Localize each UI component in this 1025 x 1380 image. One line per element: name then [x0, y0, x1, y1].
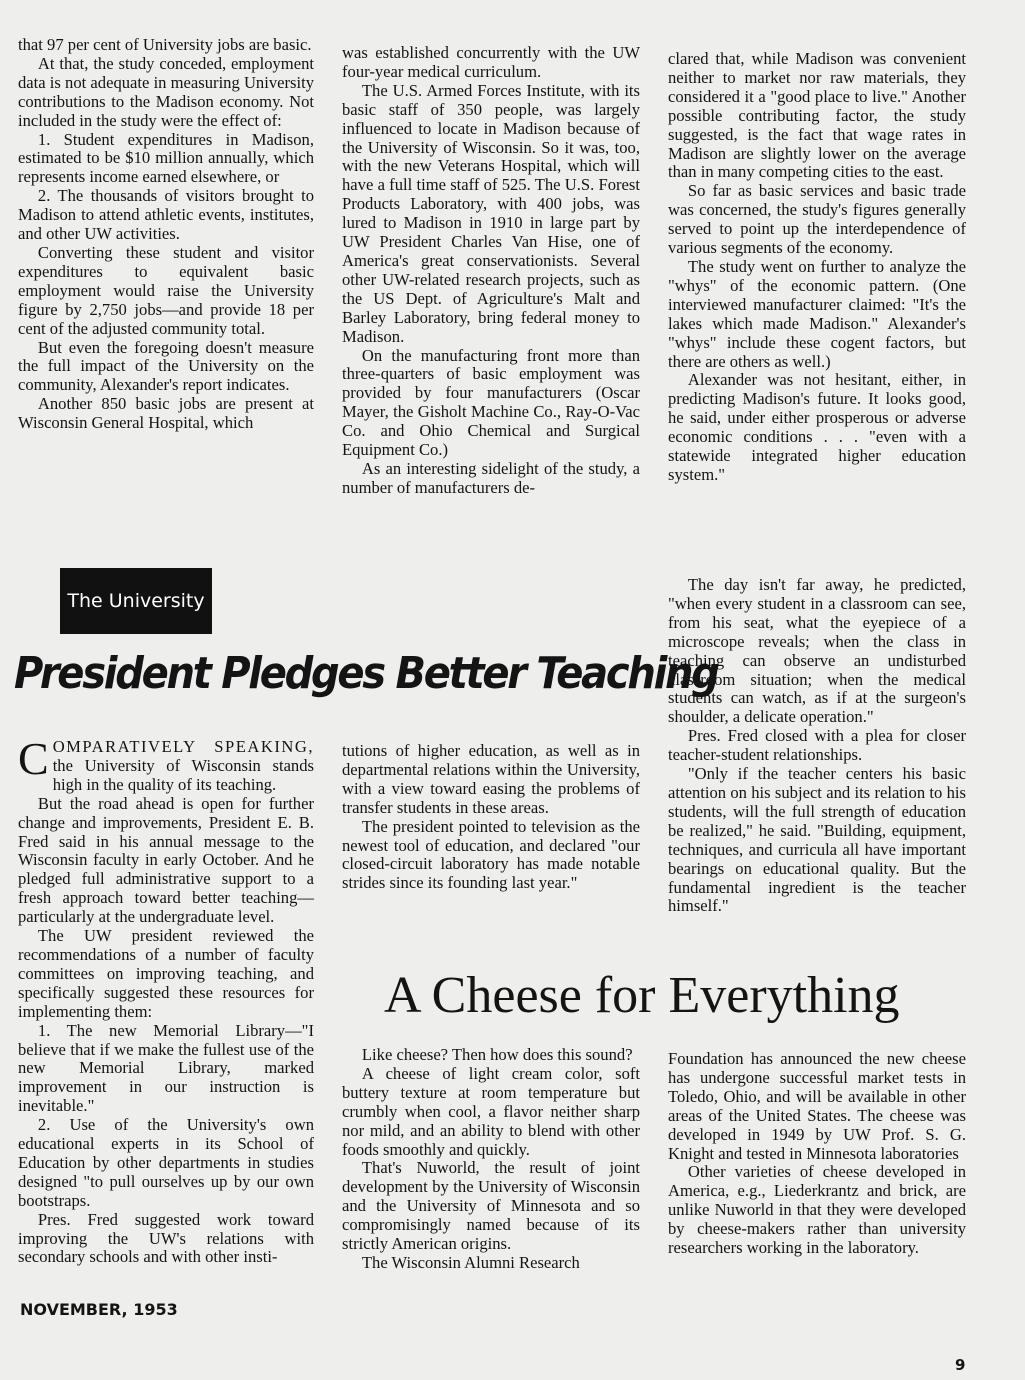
lead-text: the University of Wisconsin stands high in the quality of its teaching.: [52, 755, 314, 794]
paragraph: tutions of higher education, as well as in departmental relations within the University, with a view toward easing the problems of transfer students in these areas.: [342, 741, 640, 817]
paragraph: that 97 per cent of University jobs are basic.: [18, 35, 312, 54]
paragraph: Like cheese? Then how does this sound?: [361, 1045, 633, 1064]
paragraph: The Wisconsin Alumni Research: [361, 1252, 580, 1272]
paragraph: Converting these student and visitor expenditures to equivalent basic employment would raise the University figure by 2,750 jobs—and provide 18 per cent of the adjusted community total.: [18, 242, 314, 338]
lead-paragraph: [18, 733, 314, 795]
teaching-article-col1: [18, 733, 314, 1267]
paragraph: "Only if the teacher centers his basic attention on his subject and its relation to his students, will the full strength of education be realized," he said. "Building, equipment, techniques, and curricula all have important bearings on educational quality. But the fundamental ingredient is the teacher himself.": [668, 764, 966, 916]
top-article-col1: [18, 36, 314, 433]
paragraph: That's Nuworld, the result of joint development by the University of Wisconsin and the University of Minnesota and so compromisingly named because of its strictly American origins.: [342, 1158, 640, 1254]
paragraph: So far as basic services and basic trade was concerned, the study's figures generally served to point up the interdependence of various segments of the economy.: [668, 181, 966, 258]
teaching-article-col3: [668, 576, 966, 916]
paragraph: Another 850 basic jobs are present at Wisconsin General Hospital, which: [18, 394, 314, 433]
cheese-headline: A Cheese for Everything: [384, 967, 900, 1024]
paragraph: Alexander was not hesitant, either, in predicting Madison's future. It looks good, he said, under either prosperous or adverse economic conditions . . . "even with a statewide integrated higher education system.": [668, 370, 966, 484]
paragraph: 1. The new Memorial Library—"I believe that if we make the fullest use of the new Memorial Library, marked improvement in our instruction is inevitable.": [18, 1020, 314, 1116]
page-number: 9: [955, 1356, 966, 1374]
paragraph: Foundation has announced the new cheese has undergone successful market tests in Toledo, Ohio, and will be available in other areas of the United States. The cheese was developed in 1949 by UW Prof. S. G. Knight and tested in Minnesota laboratories: [668, 1049, 966, 1163]
drop-cap: C: [18, 733, 49, 784]
paragraph: 1. Student expenditures in Madison, estimated to be $10 million annually, which represents income earned elsewhere, or: [18, 129, 314, 187]
paragraph: was established concurrently with the UW four-year medical curriculum.: [342, 43, 640, 81]
paragraph: The U.S. Armed Forces Institute, with its basic staff of 350 people, was largely influenced to locate in Madison because of the University of Wisconsin. So it was, too, with the new Veterans Hospital, which will have a full time staff of 525. The U.S. Forest Products Laboratory, with 400 jobs, was lured to Madison in 1910 in large part by UW President Charles Van Hise, one of America's great conservationists. Several other UW-related research projects, such as the US Dept. of Agriculture's Malt and Barley Laboratory, bring federal money to Madison.: [342, 80, 640, 346]
cheese-article-col3: [668, 1050, 966, 1258]
paragraph: A cheese of light cream color, soft buttery texture at room temperature but crumbly when cool, a flavor neither sharp nor mild, and an ability to blend with other foods smoothly and quickly.: [342, 1063, 640, 1159]
paragraph: As an interesting sidelight of the study, a number of manufacturers de-: [342, 458, 640, 497]
paragraph: Pres. Fred closed with a plea for closer teacher-student relationships.: [668, 726, 966, 765]
paragraph: But even the foregoing doesn't measure the full impact of the University on the community, Alexander's report indicates.: [18, 337, 314, 395]
paragraph: On the manufacturing front more than three-quarters of basic employment was provided by four manufacturers (Oscar Mayer, the Gisholt Machine Co., Ray-O-Vac Co. and Ohio Chemical and Surgical Equipment Co.): [342, 345, 640, 460]
paragraph: clared that, while Madison was convenient neither to market nor raw materials, they considered it a "good place to live." Another possible contributing factor, the study suggested, is the fact that wage rates in Madison are slightly lower on the average than in many competing cities to the east.: [668, 49, 966, 182]
paragraph: Pres. Fred suggested work toward improving the UW's relations with secondary schools and with other insti-: [18, 1209, 314, 1267]
section-tag: The University: [60, 568, 212, 634]
paragraph: At that, the study conceded, employment data is not adequate in measuring University contributions to the Madison economy. Not included in the study were the effect of:: [18, 53, 314, 130]
lead-caps: OMPARATIVELY SPEAKING,: [52, 737, 314, 756]
paragraph: Other varieties of cheese developed in America, e.g., Liederkrantz and brick, are unlike Nuworld in that they were developed by cheese-makers rather than university researchers working in the laboratory.: [668, 1162, 966, 1258]
paragraph: 2. Use of the University's own educational experts in its School of Education by other departments in studies designed "to pull ourselves up by our own bootstraps.: [18, 1115, 314, 1210]
paragraph: But the road ahead is open for further change and improvements, President E. B. Fred said in his annual message to the Wisconsin faculty in early October. And he pledged full administrative support to a fresh approach toward better teaching—particularly at the undergraduate level.: [18, 793, 314, 927]
cheese-article-col2: [342, 1046, 640, 1273]
footer-date: NOVEMBER, 1953: [20, 1300, 178, 1319]
paragraph: The president pointed to television as the newest tool of education, and declared "our closed-circuit laboratory has made notable strides since its founding last year.": [342, 816, 640, 893]
top-article-col2: [342, 44, 640, 498]
teaching-article-col2: [342, 742, 640, 893]
paragraph: The day isn't far away, he predicted, "when every student in a classroom can see, from his seat, what the eyepiece of a microscope reveals; when the class in teaching can observe an undisturbed classroom situation; when the medical students can watch, as if at the surgeon's shoulder, a delicate operation.": [668, 575, 966, 727]
top-article-col3: [668, 50, 966, 485]
paragraph: The study went on further to analyze the "whys" of the economic pattern. (One interviewed manufacturer claimed: "It's the lakes which made Madison." Alexander's "whys" include these cogent factors, but there are others as well.): [668, 256, 966, 371]
teaching-headline: President Pledges Better Teaching: [14, 648, 718, 699]
paragraph: 2. The thousands of visitors brought to Madison to attend athletic events, institutes, and other UW activities.: [18, 186, 314, 244]
paragraph: The UW president reviewed the recommendations of a number of faculty committees on improving teaching, and specifically suggested these resources for implementing them:: [18, 926, 314, 1021]
